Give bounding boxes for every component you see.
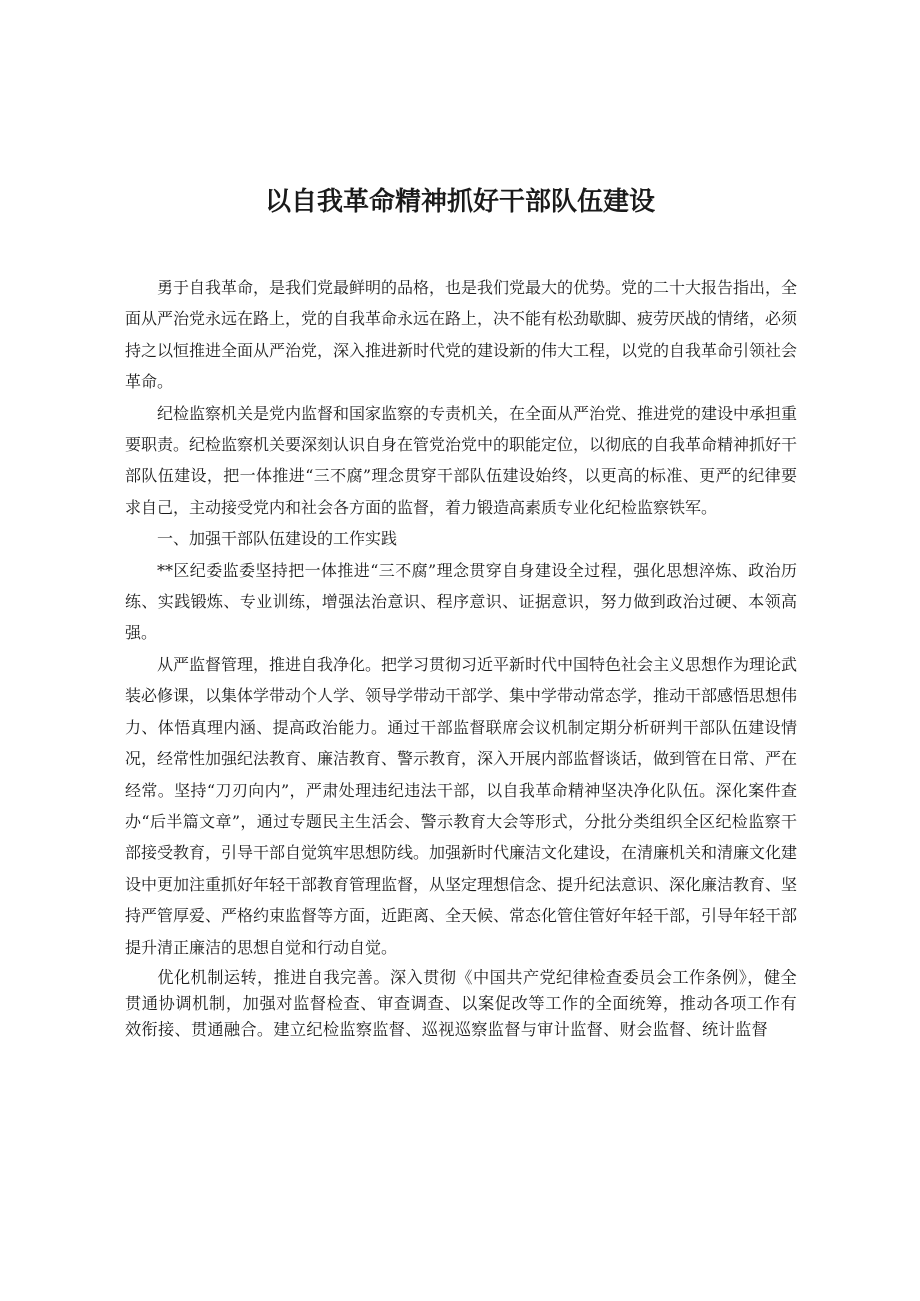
document-title: 以自我革命精神抓好干部队伍建设 [264, 187, 655, 217]
paragraph-role: 纪检监察机关是党内监督和国家监察的专责机关，在全面从严治党、推进党的建设中承担重要职责。纪检监察机关要深刻认识自身在管党治党中的职能定位，以彻底的自我革命精神抓好干部队伍建设，把一体推进“三不腐”理念贯穿干部队伍建设始终，以更高的标准、更严的纪律要求自己，主动接受党内和社会各方面的监督，着力锻造高素质专业化纪检监察铁军。 [125, 403, 798, 517]
document-body [125, 272, 797, 1043]
section-heading: 一、加强干部队伍建设的工作实践 [157, 529, 398, 549]
paragraph-intro: 勇于自我革命，是我们党最鲜明的品格，也是我们党最大的优势。党的二十大报告指出，全面从严治党永远在路上，党的自我革命永远在路上，决不能有松劲歇脚、疲劳厌战的情绪，必须持之以恒推进全面从严治党，深入推进新时代党的建设新的伟大工程，以党的自我革命引领社会革命。 [125, 278, 798, 392]
paragraph-supervision: 从严监督管理，推进自我净化。把学习贯彻习近平新时代中国特色社会主义思想作为理论武装必修课，以集体学带动个人学、领导学带动干部学、集中学带动常态学，推动干部感悟思想伟力、体悟真理内涵、提高政治能力。通过干部监督联席会议机制定期分析研判干部队伍建设情况，经常性加强纪法教育、廉洁教育、警示教育，深入开展内部监督谈话，做到管在日常、严在经常。坚持“刀刃向内”，严肃处理违纪违法干部，以自我革命精神坚决净化队伍。深化案件查办“后半篇文章”，通过专题民主生活会、警示教育大会等形式，分批分类组织全区纪检监察干部接受教育，引导干部自觉筑牢思想防线。加强新时代廉洁文化建设，在清廉机关和清廉文化建设中更加注重抓好年轻干部教育管理监督，从坚定理想信念、提升纪法意识、深化廉洁教育、坚持严管厚爱、严格约束监督等方面，近距离、全天候、常态化管住管好年轻干部，引导年轻干部提升清正廉洁的思想自觉和行动自觉。 [125, 654, 798, 957]
paragraph-district: **区纪委监委坚持把一体推进“三不腐”理念贯穿自身建设全过程，强化思想淬炼、政治历练、实践锻炼、专业训练，增强法治意识、程序意识、证据意识，努力做到政治过硬、本领高强。 [125, 560, 797, 643]
paragraph-mechanism: 优化机制运转，推进自我完善。深入贯彻《中国共产党纪律检查委员会工作条例》，健全贯通协调机制，加强对监督检查、审查调查、以案促改等工作的全面统筹，推动各项工作有效衔接、贯通融合。建立纪检监察监督、巡视巡察监督与审计监督、财会监督、统计监督 [125, 967, 797, 1039]
